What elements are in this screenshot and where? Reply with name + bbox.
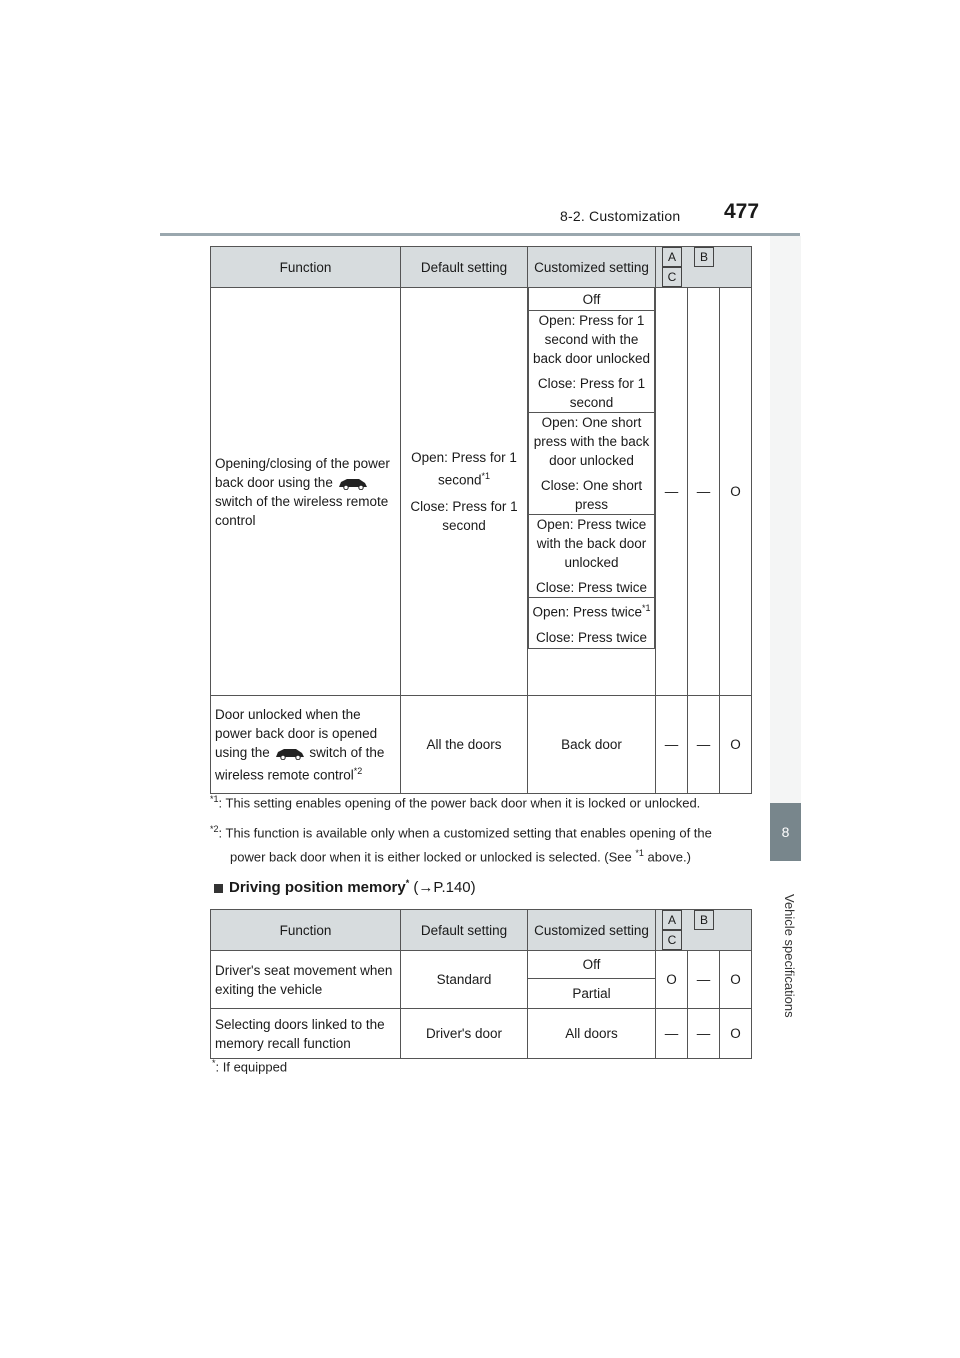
footnote-1-mark: *1 bbox=[210, 794, 219, 804]
col-c-value: O bbox=[720, 696, 752, 794]
option-5-open: Open: Press twice bbox=[532, 604, 643, 620]
table-row bbox=[211, 696, 752, 794]
custom-cell: All doors bbox=[528, 1009, 656, 1059]
option-5 bbox=[529, 598, 655, 649]
options-list bbox=[528, 288, 655, 649]
footnote-2-ref: *1 bbox=[635, 848, 644, 858]
footnote-equipped-text: : If equipped bbox=[215, 1059, 288, 1075]
side-margin-band bbox=[770, 236, 801, 803]
footnote-2-text: : This function is available only when a customized setting that enables opening of the bbox=[218, 825, 712, 841]
col-custom-header: Customized setting bbox=[528, 247, 656, 288]
option-partial: Partial bbox=[528, 979, 656, 1009]
col-b-value: — bbox=[688, 288, 720, 696]
footnote-2-text-2: power back door when it is either locked or unlocked is selected. (See bbox=[230, 849, 632, 865]
col-function-header: Function bbox=[211, 910, 401, 951]
customization-table-2 bbox=[210, 909, 752, 1059]
section-title: 8-2. Customization bbox=[560, 208, 681, 224]
col-abc-header bbox=[656, 247, 752, 288]
col-a-value: — bbox=[656, 1009, 688, 1059]
col-custom-header: Customized setting bbox=[528, 910, 656, 951]
function-text-2: switch of the wireless remote control bbox=[215, 493, 389, 528]
table-row bbox=[211, 288, 752, 696]
col-b-value: — bbox=[688, 1009, 720, 1059]
table-row bbox=[211, 951, 752, 979]
section-heading-star: * bbox=[405, 878, 410, 888]
back-door-car-icon bbox=[337, 476, 369, 490]
function-cell: Selecting doors linked to the memory recall function bbox=[211, 1009, 401, 1059]
bullet-square-icon bbox=[214, 884, 223, 893]
section-heading bbox=[214, 878, 476, 896]
option-off: Off bbox=[529, 288, 655, 311]
col-a-box: A bbox=[662, 247, 682, 267]
default-close: Close: Press for 1 second bbox=[410, 499, 518, 534]
option-4 bbox=[529, 515, 655, 598]
customization-table-1 bbox=[210, 246, 752, 794]
col-c-box: C bbox=[662, 930, 682, 950]
options-cell bbox=[528, 288, 656, 696]
footnote-1-text: : This setting enables opening of the power back door when it is locked or unlocked. bbox=[218, 795, 701, 811]
col-a-value: — bbox=[656, 696, 688, 794]
option-off: Off bbox=[528, 951, 656, 979]
col-b-value: — bbox=[688, 696, 720, 794]
col-c-value: O bbox=[720, 1009, 752, 1059]
col-c-value: O bbox=[720, 951, 752, 1009]
function-text: Door unlocked when the power back door is opened using the bbox=[215, 706, 378, 760]
default-sup: *1 bbox=[481, 470, 491, 481]
col-default-header: Default setting bbox=[401, 247, 528, 288]
default-cell: Standard bbox=[401, 951, 528, 1009]
custom-cell: Back door bbox=[528, 696, 656, 794]
col-function-header: Function bbox=[211, 247, 401, 288]
function-cell bbox=[211, 696, 401, 794]
col-c-value: O bbox=[720, 288, 752, 696]
footnote-2-cont bbox=[230, 848, 691, 864]
col-b-box: B bbox=[694, 247, 714, 267]
option-5-close: Close: Press twice bbox=[535, 629, 648, 645]
header-divider bbox=[160, 233, 800, 236]
section-heading-text: Driving position memory bbox=[229, 879, 406, 896]
chapter-label: Vehicle specifications bbox=[782, 894, 797, 1018]
function-text-2: switch of the wireless remote control bbox=[215, 744, 385, 783]
option-2 bbox=[529, 311, 655, 413]
option-2-open: Open: Press for 1 second with the back door unlocked bbox=[532, 313, 651, 366]
default-cell bbox=[401, 288, 528, 696]
default-cell: Driver's door bbox=[401, 1009, 528, 1059]
option-4-open: Open: Press twice with the back door unlocked bbox=[536, 517, 647, 570]
function-text: Opening/closing of the power back door using the bbox=[215, 455, 390, 490]
col-b-value: — bbox=[688, 951, 720, 1009]
option-3 bbox=[529, 413, 655, 515]
chapter-number: 8 bbox=[781, 824, 790, 840]
col-a-value: O bbox=[656, 951, 688, 1009]
footnote-2-text-3: above.) bbox=[647, 849, 691, 865]
chapter-tab bbox=[770, 803, 801, 861]
back-door-car-icon bbox=[274, 746, 306, 760]
option-3-close: Close: One short press bbox=[540, 478, 643, 512]
default-open: Open: Press for 1 second bbox=[411, 449, 517, 488]
col-abc-header bbox=[656, 910, 752, 951]
col-a-value: — bbox=[656, 288, 688, 696]
table-row bbox=[211, 1009, 752, 1059]
col-a-box: A bbox=[662, 910, 682, 930]
footnote-1 bbox=[210, 794, 700, 810]
col-c-box: C bbox=[662, 267, 682, 287]
page-number: 477 bbox=[724, 200, 760, 223]
footnote-equipped bbox=[212, 1058, 287, 1074]
footnote-2-mark: *2 bbox=[210, 824, 219, 834]
page-reference-link[interactable]: (→P.140) bbox=[413, 879, 476, 896]
col-b-box: B bbox=[694, 910, 714, 930]
col-default-header: Default setting bbox=[401, 910, 528, 951]
option-3-open: Open: One short press with the back door unlocked bbox=[533, 415, 650, 468]
option-5-sup: *1 bbox=[642, 603, 651, 614]
footnote-star: * bbox=[212, 1058, 216, 1068]
function-cell bbox=[211, 288, 401, 696]
footnote-2 bbox=[210, 824, 712, 840]
function-sup: *2 bbox=[353, 765, 363, 776]
function-cell: Driver's seat movement when exiting the vehicle bbox=[211, 951, 401, 1009]
option-2-close: Close: Press for 1 second bbox=[537, 376, 646, 410]
default-cell: All the doors bbox=[401, 696, 528, 794]
option-4-close: Close: Press twice bbox=[535, 580, 648, 595]
